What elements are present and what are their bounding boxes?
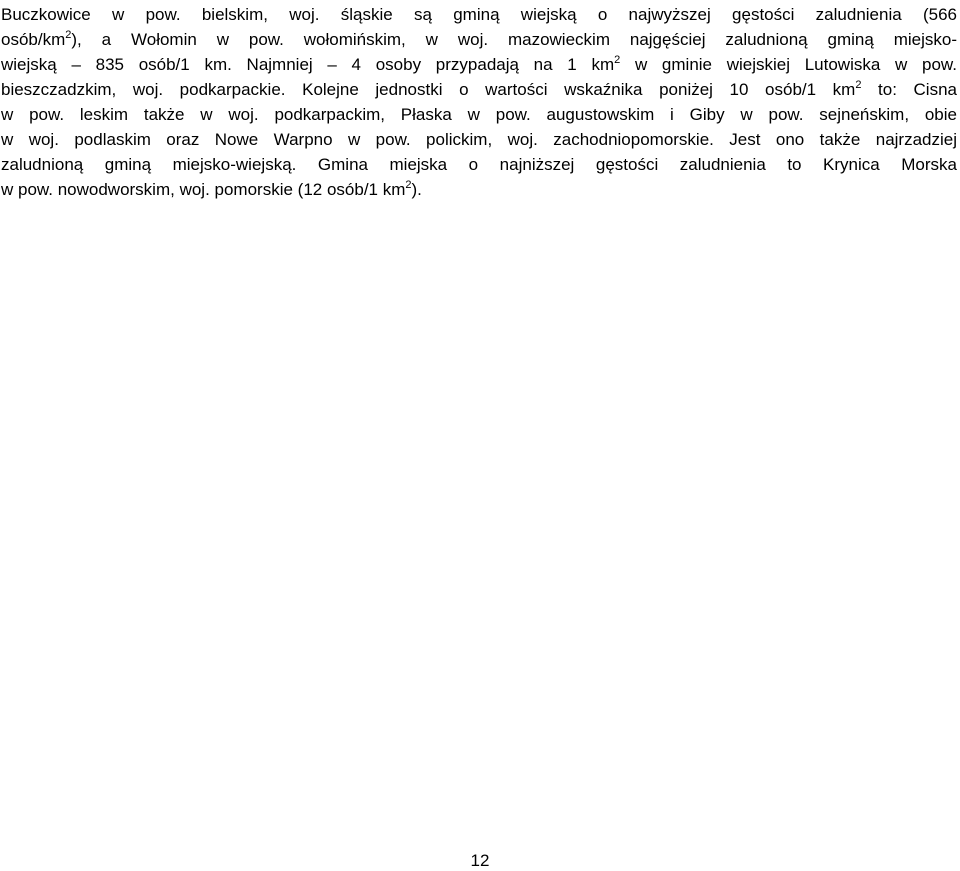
text-line-6: [1, 127, 957, 152]
text-segment: bieszczadzkim, woj. podkarpackie. Kolejne jednostki o wartości wskaźnika poniżej 10 osób/1 km: [1, 80, 856, 99]
superscript: 2: [855, 79, 862, 91]
superscript: 2: [614, 54, 621, 66]
text-segment: to: Cisna: [861, 80, 957, 99]
text-segment: w woj. podlaskim oraz Nowe Warpno w pow. polickim, woj. zachodniopomorskie. Jest ono także najrzadziej: [1, 130, 957, 149]
text-segment: Buczkowice w pow. bielskim, woj. śląskie są gminą wiejską o najwyższej gęstości zaludnienia (566: [1, 5, 957, 24]
text-segment: . Najmniej – 4 osoby przypadają na 1 km: [227, 55, 615, 74]
text-segment: ), a Wołomin w pow. wołomińskim, w woj. mazowieckim najgęściej zaludnioną gminą miejsko-: [71, 30, 957, 49]
superscript: 2: [405, 179, 412, 191]
page-number: 12: [470, 851, 490, 870]
text-segment: w gminie wiejskiej Lutowiska w pow.: [620, 55, 957, 74]
text-segment: zaludnioną gminą miejsko-wiejską. Gmina miejska o najniższej gęstości zaludnienia to Krynica Morska: [1, 155, 957, 174]
text-segment: ).: [411, 180, 422, 199]
text-line-4: [1, 77, 957, 102]
text-line-1: [1, 2, 957, 27]
text-segment: wiejską – 835 osób/1 km: [1, 55, 228, 74]
superscript: 2: [65, 29, 72, 41]
text-line-2: [1, 27, 957, 52]
text-line-7: [1, 152, 957, 177]
body-paragraph: [1, 2, 957, 202]
text-segment: w pow. leskim także w woj. podkarpackim, Płaska w pow. augustowskim i Giby w pow. sejneńskim, obie: [1, 105, 957, 124]
text-segment: w pow. nowodworskim, woj. pomorskie (12 osób/1 km: [1, 180, 406, 199]
text-segment: osób/km: [1, 30, 66, 49]
text-line-5: [1, 102, 957, 127]
text-line-8: [1, 177, 957, 202]
text-line-3: [1, 52, 957, 77]
